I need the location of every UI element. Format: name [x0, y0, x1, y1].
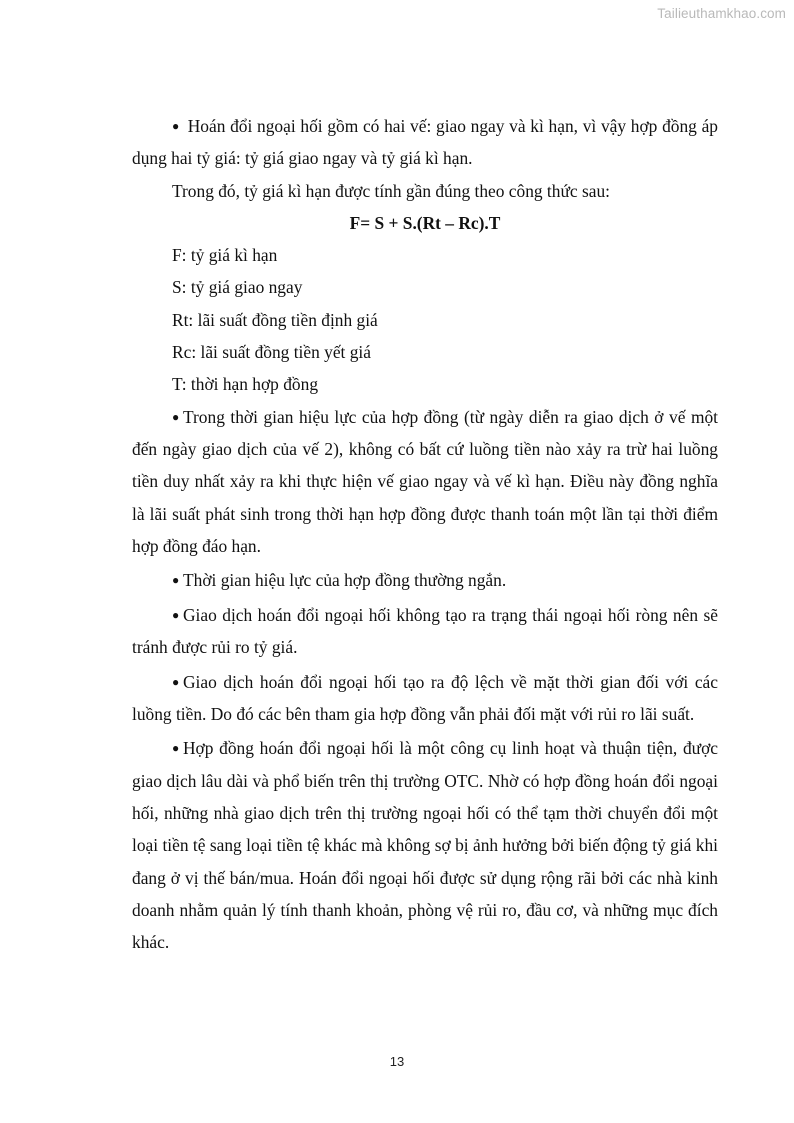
bullet-paragraph-interest-risk — [132, 666, 718, 731]
bullet-icon: ● — [172, 607, 180, 622]
definition-s: S: tỷ giá giao ngay — [172, 277, 303, 298]
page-number: 13 — [389, 1054, 405, 1069]
formula-intro: Trong đó, tỷ giá kì hạn được tính gần đúng theo công thức sau: — [172, 180, 610, 201]
watermark: Tailieuthamkhao.com — [657, 6, 786, 21]
bullet-text: Giao dịch hoán đổi ngoại hối tạo ra độ lệch về mặt thời gian đối với các luồng tiền. Do đó các bên tham gia hợp đồng vẫn phải đối mặt với rủi ro lãi suất. — [132, 671, 718, 724]
page-body — [132, 110, 718, 958]
bullet-text: Hợp đồng hoán đổi ngoại hối là một công cụ linh hoạt và thuận tiện, được giao dịch lâu dài và phổ biến trên thị trường OTC. Nhờ có hợp đồng hoán đổi ngoại hối, những nhà giao dịch trên thị trường ngoại hối có thể tạm thời chuyển đổi một loại tiền tệ sang loại tiền tệ khác mà không sợ bị ảnh hưởng bởi biến động tỷ giá khi đang ở vị thế bán/mua. Hoán đổi ngoại hối được sử dụng rộng rãi bởi các nhà kinh doanh nhằm quản lý tính thanh khoản, phòng vệ rủi ro, đầu cơ, và những mục đích khác. — [132, 738, 718, 953]
bullet-icon: ● — [172, 409, 180, 424]
bullet-paragraph-validity — [132, 401, 718, 562]
intro-bullet-paragraph — [132, 110, 718, 175]
bullet-text: Giao dịch hoán đổi ngoại hối không tạo ra trạng thái ngoại hối ròng nên sẽ tránh được rủi ro tỷ giá. — [132, 604, 718, 658]
definition-t: T: thời hạn hợp đồng — [172, 374, 319, 395]
intro-bullet-text: Hoán đổi ngoại hối gồm có hai vế: giao ngay và kì hạn, vì vậy hợp đồng áp dụng hai tỷ giá: tỷ giá giao ngay và tỷ giá kì hạn. — [132, 116, 718, 169]
bullet-icon: ● — [172, 741, 180, 756]
bullet-icon: ● — [172, 674, 180, 689]
bullet-paragraph-otc — [132, 732, 718, 958]
definition-f: F: tỷ giá kì hạn — [172, 245, 278, 266]
bullet-paragraph-short-term — [132, 564, 718, 596]
definition-rc: Rc: lãi suất đồng tiền yết giá — [172, 342, 371, 363]
bullet-paragraph-fx-risk — [132, 599, 718, 664]
formula: F= S + S.(Rt – Rc).T — [349, 212, 501, 233]
bullet-text: Thời gian hiệu lực của hợp đồng thường ngắn. — [183, 570, 507, 591]
bullet-text: Trong thời gian hiệu lực của hợp đồng (từ ngày diễn ra giao dịch ở vế một đến ngày giao dịch của vế 2), không có bất cứ luồng tiền nào xảy ra trừ hai luồng tiền duy nhất xảy ra khi thực hiện vế giao ngay và vế kì hạn. Điều này đồng nghĩa là lãi suất phát sinh trong thời hạn hợp đồng được thanh toán một lần tại thời điểm hợp đồng đáo hạn. — [132, 406, 718, 556]
definition-rt: Rt: lãi suất đồng tiền định giá — [172, 309, 378, 330]
bullet-icon: ● — [172, 119, 180, 133]
bullet-icon: ● — [172, 573, 180, 588]
